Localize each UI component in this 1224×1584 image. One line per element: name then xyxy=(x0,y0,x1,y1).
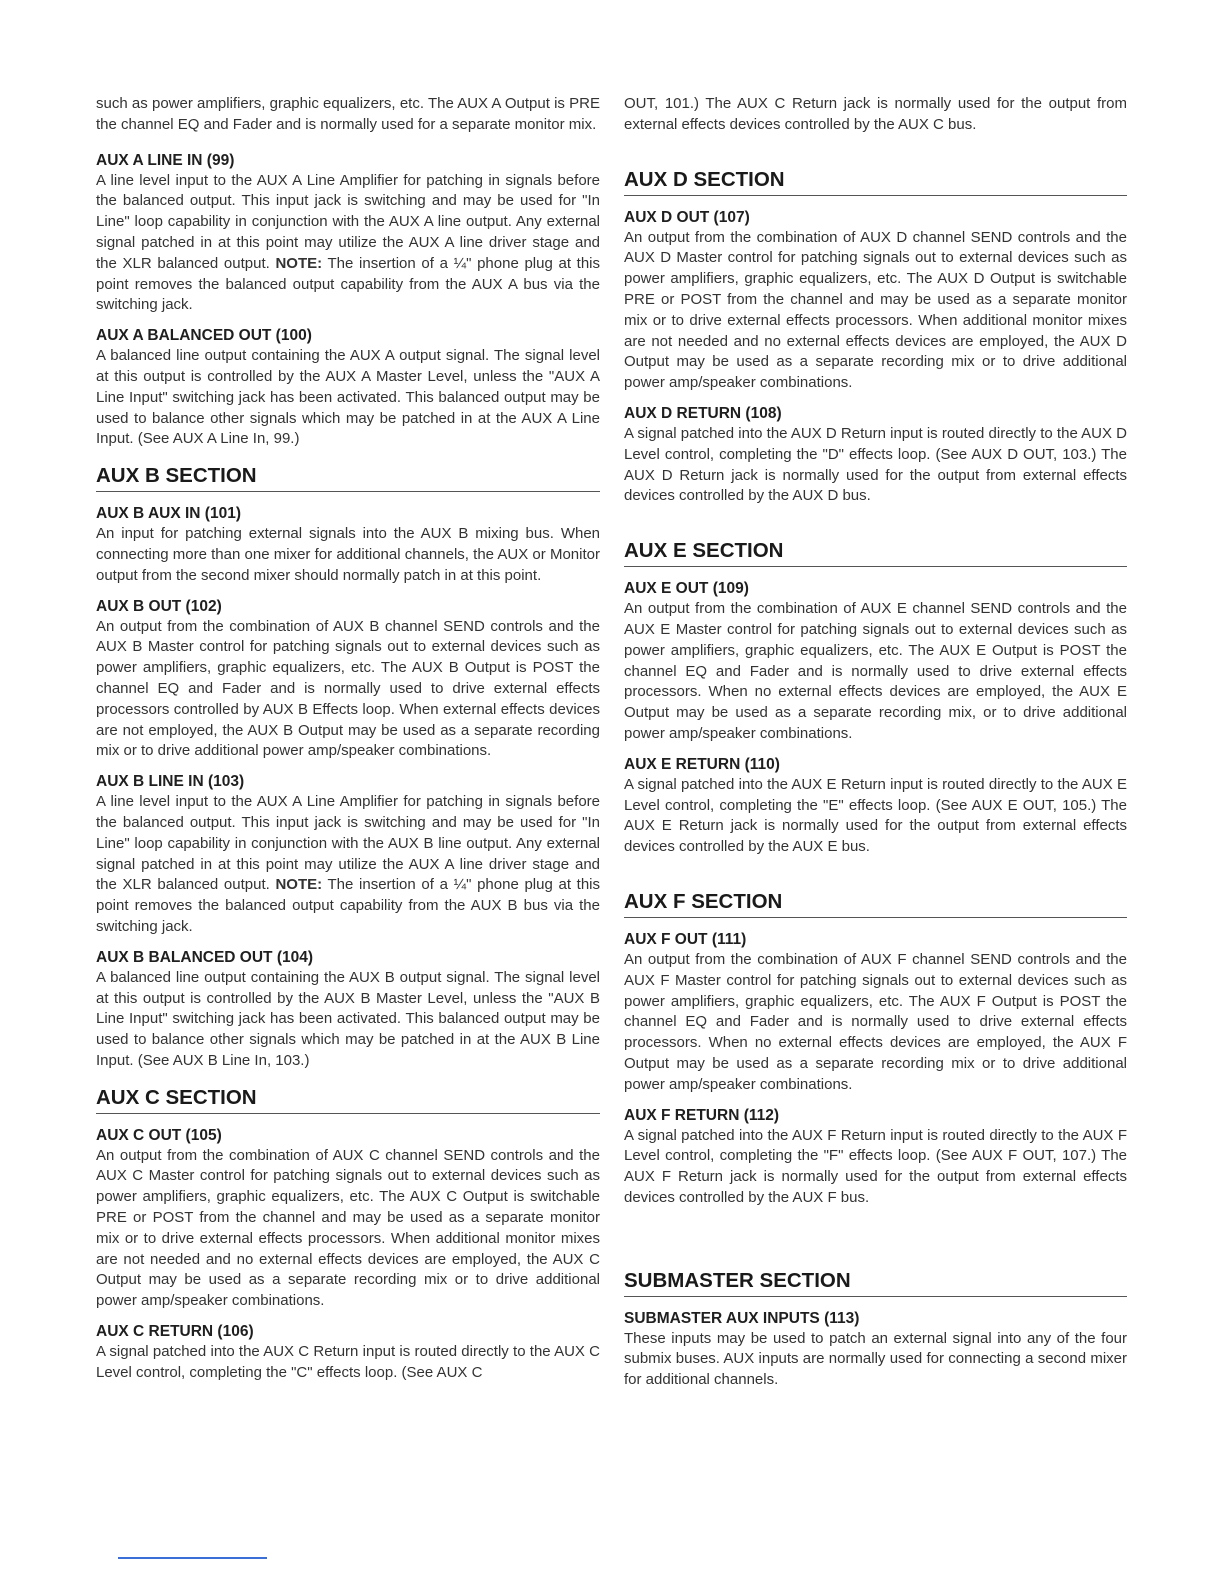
submaster-section-title: SUBMASTER SECTION xyxy=(624,1267,1127,1297)
aux-c-return-heading: AUX C RETURN (106) xyxy=(96,1323,254,1341)
footer-rule xyxy=(118,1557,267,1559)
aux-b-balanced-out-heading: AUX B BALANCED OUT (104) xyxy=(96,948,314,966)
aux-f-return-text: A signal patched into the AUX F Return input is routed directly to the AUX F Level control, completing the "F" effects loop. (See AUX F OUT, 107.) The AUX F Return jack is normally used for the output from external effects devices controlled by the AUX F bus. xyxy=(624,1126,1127,1206)
aux-a-balanced-out-heading: AUX A BALANCED OUT (100) xyxy=(96,327,312,345)
aux-a-balanced-out-text: A balanced line output containing the AUX A output signal. The signal level at this output is controlled by the AUX A Master Level, unless the "AUX A Line Input" switching jack has been activated. This balanced output may be used to balance other signals which may be patched in at the AUX A Line Input. (See AUX A Line In, 99.) xyxy=(96,347,600,448)
continuation-paragraph: OUT, 101.) The AUX C Return jack is normally used for the output from external effects devices controlled by the AUX C bus. xyxy=(624,95,1127,133)
submaster-aux-inputs-text: These inputs may be used to patch an external signal into any of the four submix buses. AUX inputs are normally used for connecting a second mixer for additional channels. xyxy=(624,1329,1127,1389)
aux-a-line-in-heading: AUX A LINE IN (99) xyxy=(96,151,235,169)
aux-c-out-heading: AUX C OUT (105) xyxy=(96,1126,222,1144)
aux-d-return-text: A signal patched into the AUX D Return input is routed directly to the AUX D Level control, completing the "D" effects loop. (See AUX D OUT, 103.) The AUX D Return jack is normally used for the output from external effects devices controlled by the AUX D bus. xyxy=(624,424,1127,505)
aux-e-out-text: An output from the combination of AUX E channel SEND controls and the AUX E Master control for patching signals out to external devices such as power amplifiers, graphic equalizers, etc. The AUX E Output is POST the channel EQ and Fader and is normally used to drive external effects processors. When no external effects devices are employed, the AUX E Output may be used as a separate recording mix, or to drive additional power amp/speaker combinations. xyxy=(624,600,1127,742)
aux-d-return-heading: AUX D RETURN (108) xyxy=(624,404,782,422)
aux-b-line-in-heading: AUX B LINE IN (103) xyxy=(96,773,245,791)
aux-e-out-heading: AUX E OUT (109) xyxy=(624,580,749,598)
aux-b-aux-in-text: An input for patching external signals into the AUX B mixing bus. When connecting more than one mixer for additional channels, the AUX or Monitor output from the second mixer should normally patch in at this point. xyxy=(96,525,600,584)
aux-b-balanced-out-text: A balanced line output containing the AUX B output signal. The signal level at this output is controlled by the AUX B Master Level, unless the "AUX B Line Input" switching jack has been activated. This balanced output may be used to balance other signals which may be patched in at the AUX B Line Input. (See AUX B Line In, 103.) xyxy=(96,968,600,1069)
left-column xyxy=(96,94,600,1384)
aux-f-return-heading: AUX F RETURN (112) xyxy=(624,1106,780,1124)
aux-d-out-heading: AUX D OUT (107) xyxy=(624,208,750,226)
intro-paragraph: such as power amplifiers, graphic equalizers, etc. The AUX A Output is PRE the channel EQ and Fader and is normally used for a separate monitor mix. xyxy=(96,95,600,133)
aux-b-out-heading: AUX B OUT (102) xyxy=(96,597,222,615)
aux-b-section-title: AUX B SECTION xyxy=(96,462,600,492)
aux-b-line-in-text: A line level input to the AUX A Line Amplifier for patching in signals before the balanced output. This input jack is switching and may be used for "In Line" loop capability in conjunction with the AUX B line output. Any external signal patched in at this point may utilize the AUX A line driver stage and the XLR balanced output. NOTE: The insertion of a ¼" phone plug at this point removes the balanced output capability from the AUX B bus via the switching jack. xyxy=(96,793,600,935)
aux-f-section-title: AUX F SECTION xyxy=(624,888,1127,918)
aux-d-out-text: An output from the combination of AUX D channel SEND controls and the AUX D Master control for patching signals out to external devices such as power amplifiers, graphic equalizers, etc. The AUX D Output is switchable PRE or POST from the channel and may be used as a separate monitor mix or to drive external effects processors. When additional monitor mixes are not needed and no external effects devices are employed, the AUX D Output may be used as a separate recording mix or to drive additional power amp/speaker combinations. xyxy=(624,228,1127,392)
aux-a-line-in-text: A line level input to the AUX A Line Amplifier for patching in signals before the balanced output. This input jack is switching and may be used for "In Line" loop capability in conjunction with the AUX A line output. Any external signal patched in at this point may utilize the AUX A line driver stage and the XLR balanced output. NOTE: The insertion of a ¼" phone plug at this point removes the balanced output capability from the AUX A bus via the switching jack. xyxy=(96,171,600,314)
aux-e-return-heading: AUX E RETURN (110) xyxy=(624,755,780,773)
right-column xyxy=(624,94,1127,1391)
note-label: NOTE: xyxy=(275,876,323,894)
aux-e-return-text: A signal patched into the AUX E Return input is routed directly to the AUX E Level control, completing the "E" effects loop. (See AUX E OUT, 105.) The AUX E Return jack is normally used for the output from external effects devices controlled by the AUX E bus. xyxy=(624,775,1127,856)
aux-d-section-title: AUX D SECTION xyxy=(624,166,1127,196)
aux-c-out-text: An output from the combination of AUX C channel SEND controls and the AUX C Master control for patching signals out to external devices such as power amplifiers, graphic equalizers, etc. The AUX C Output is switchable PRE or POST from the channel and may be used as a separate monitor mix or to drive external effects processors. When additional monitor mixes are not needed and no external effects devices are employed, the AUX C Output may be used as a separate recording mix or to drive additional power amp/speaker combinations. xyxy=(96,1146,600,1310)
aux-f-out-heading: AUX F OUT (111) xyxy=(624,930,747,948)
aux-f-out-text: An output from the combination of AUX F channel SEND controls and the AUX F Master control for patching signals out to external devices such as power amplifiers, graphic equalizers, etc. The AUX F Output is POST the channel EQ and Fader and is normally used to drive external effects processors. When no external effects devices are employed, the AUX F Output may be used as a separate recording mix or to drive additional power amp/speaker combinations. xyxy=(624,950,1127,1093)
note-label: NOTE: xyxy=(275,254,323,272)
aux-e-section-title: AUX E SECTION xyxy=(624,537,1127,567)
submaster-aux-inputs-heading: SUBMASTER AUX INPUTS (113) xyxy=(624,1309,860,1327)
aux-c-section-title: AUX C SECTION xyxy=(96,1084,600,1114)
aux-b-out-text: An output from the combination of AUX B channel SEND controls and the AUX B Master control for patching signals out to external devices such as power amplifiers, graphic equalizers, etc. The AUX B Output is POST the channel EQ and Fader and is normally used to drive external effects processors controlled by AUX B Effects loop. When external effects devices are not employed, the AUX B Output may be used as a separate recording mix or to drive additional power amp/speaker combinations. xyxy=(96,617,600,760)
aux-b-aux-in-heading: AUX B AUX IN (101) xyxy=(96,505,241,523)
aux-c-return-text: A signal patched into the AUX C Return input is routed directly to the AUX C Level control, completing the "C" effects loop. (See AUX C xyxy=(96,1343,600,1381)
